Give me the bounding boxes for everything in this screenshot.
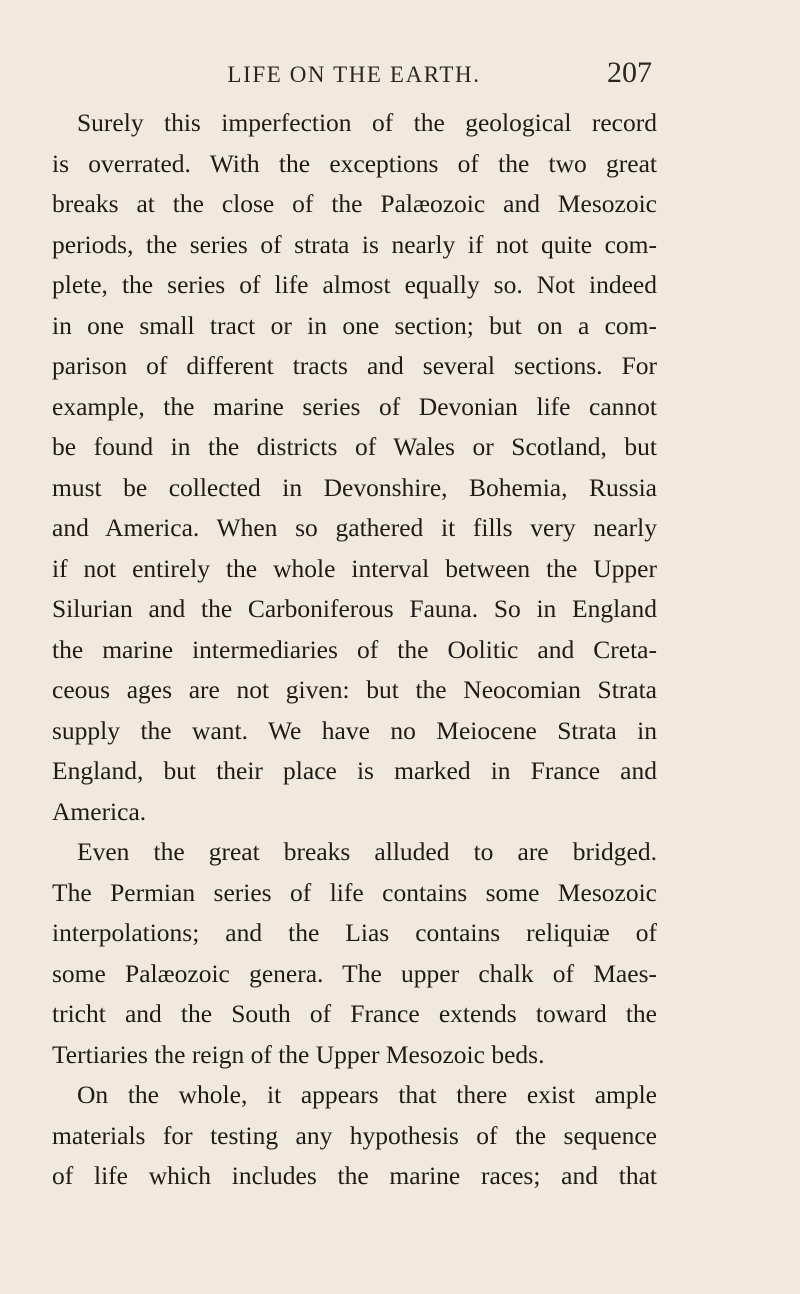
text-line: breaks at the close of the Palæozoic and Mesozoic [52,189,657,218]
text-line: be found in the districts of Wales or Scotland, but [52,432,657,461]
running-head-title: LIFE ON THE EARTH. [227,62,481,87]
text-line: On the whole, it appears that there exist ample [77,1080,657,1109]
text-line: supply the want. We have no Meiocene Strata in [52,715,657,745]
text-line: The Permian series of life contains some Mesozoic [52,877,657,907]
text-line: and America. When so gathered it fills very nearly [52,513,657,542]
text-line: example, the marine series of Devonian life cannot [52,391,657,421]
running-head [54,56,654,96]
text-line: plete, the series of life almost equally so. Not indeed [52,270,657,299]
text-line: must be collected in Devonshire, Bohemia, Russia [52,472,657,502]
text-line: Tertiaries the reign of the Upper Mesozoic beds. [52,1039,545,1069]
text-line: interpolations; and the Lias contains reliquiæ of [52,918,657,947]
text-line: England, but their place is marked in France and [52,756,657,785]
text-line: some Palæozoic genera. The upper chalk of Maes- [52,958,657,988]
body-text [52,103,657,1197]
text-line: Surely this imperfection of the geological record [77,108,657,137]
text-line: of life which includes the marine races; and that [52,1161,657,1190]
text-line: Even the great breaks alluded to are bridged. [77,837,657,866]
text-line: the marine intermediaries of the Oolitic and Creta- [52,634,657,664]
text-line: America. [52,796,147,826]
text-line: parison of different tracts and several sections. For [52,351,657,380]
text-line: periods, the series of strata is nearly if not quite com- [52,229,657,259]
text-line: in one small tract or in one section; but on a com- [52,310,657,340]
text-line: is overrated. With the exceptions of the two great [52,148,657,178]
text-line: if not entirely the whole interval between the Upper [52,553,657,583]
page-number: 207 [607,56,652,89]
text-line: Silurian and the Carboniferous Fauna. So in England [52,594,657,623]
text-line: materials for testing any hypothesis of the sequence [52,1120,657,1150]
text-line: ceous ages are not given: but the Neocomian Strata [52,675,657,704]
text-line: tricht and the South of France extends toward the [52,999,657,1028]
